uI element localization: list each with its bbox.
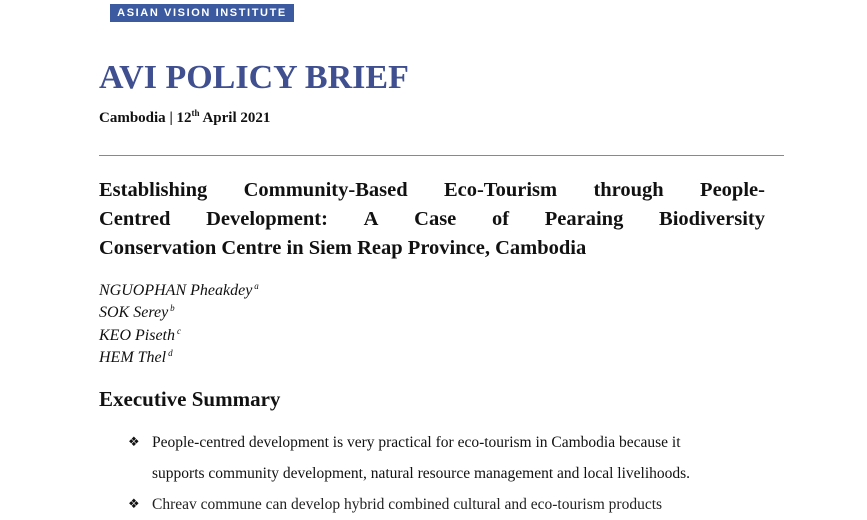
author-entry xyxy=(99,347,259,369)
summary-item-line: People-centred development is very practical for eco-tourism in Cambodia because it xyxy=(152,434,681,451)
author-name: HEM Thel xyxy=(99,348,167,366)
summary-item-text xyxy=(152,427,768,489)
title-word: A xyxy=(363,208,379,230)
author-affiliation-mark: b xyxy=(170,303,175,314)
header-divider xyxy=(99,155,784,156)
date-suffix: th xyxy=(191,108,200,118)
diamond-bullet-icon: ❖ xyxy=(128,497,140,512)
author-name: SOK Serey xyxy=(99,304,169,322)
diamond-bullet-icon: ❖ xyxy=(128,435,140,450)
author-name: NGUOPHAN Pheakdey xyxy=(99,282,253,299)
title-word: Eco-Tourism xyxy=(443,179,558,201)
title-word: Community-Based xyxy=(243,179,408,201)
organization-banner xyxy=(110,4,294,22)
summary-item-line: Chreav commune can develop hybrid combined cultural and eco-tourism products xyxy=(152,496,663,513)
summary-item-text xyxy=(152,489,768,520)
title-word: Development: xyxy=(206,208,328,230)
section-heading: Executive Summary xyxy=(99,387,281,411)
dateline-separator: | xyxy=(169,110,173,126)
author-list xyxy=(99,280,259,369)
title-word: of xyxy=(491,208,510,230)
author-entry xyxy=(99,280,259,302)
title-word: Case xyxy=(414,208,457,230)
paper-title-line: Conservation Centre in Siem Reap Province, Cambodia xyxy=(99,237,587,259)
organization-name: ASIAN VISION INSTITUTE xyxy=(117,7,287,19)
paper-title-line xyxy=(99,176,765,205)
title-word: through xyxy=(593,179,664,201)
author-entry xyxy=(99,302,259,324)
title-word: People- xyxy=(700,179,765,201)
country: Cambodia xyxy=(99,110,166,126)
summary-item-line: supports community development, natural resource management and local livelihoods. xyxy=(152,465,691,482)
date-day: 12 xyxy=(176,110,192,126)
title-word: Establishing xyxy=(99,179,208,201)
author-affiliation-mark: a xyxy=(254,281,259,291)
author-name: KEO Piseth xyxy=(99,326,175,344)
summary-item xyxy=(128,489,768,520)
paper-title xyxy=(99,176,765,263)
author-entry xyxy=(99,325,259,347)
paper-title-line xyxy=(99,205,765,234)
date-month-year: April 2021 xyxy=(202,110,271,126)
title-word: Pearaing xyxy=(544,208,624,230)
title-word: Centred xyxy=(99,208,171,230)
author-affiliation-mark: c xyxy=(177,325,181,336)
brief-title: AVI POLICY BRIEF xyxy=(99,59,409,96)
summary-list xyxy=(128,427,768,520)
summary-item xyxy=(128,427,768,489)
dateline xyxy=(99,107,270,129)
author-affiliation-mark: d xyxy=(168,347,173,358)
title-word: Biodiversity xyxy=(659,208,765,230)
